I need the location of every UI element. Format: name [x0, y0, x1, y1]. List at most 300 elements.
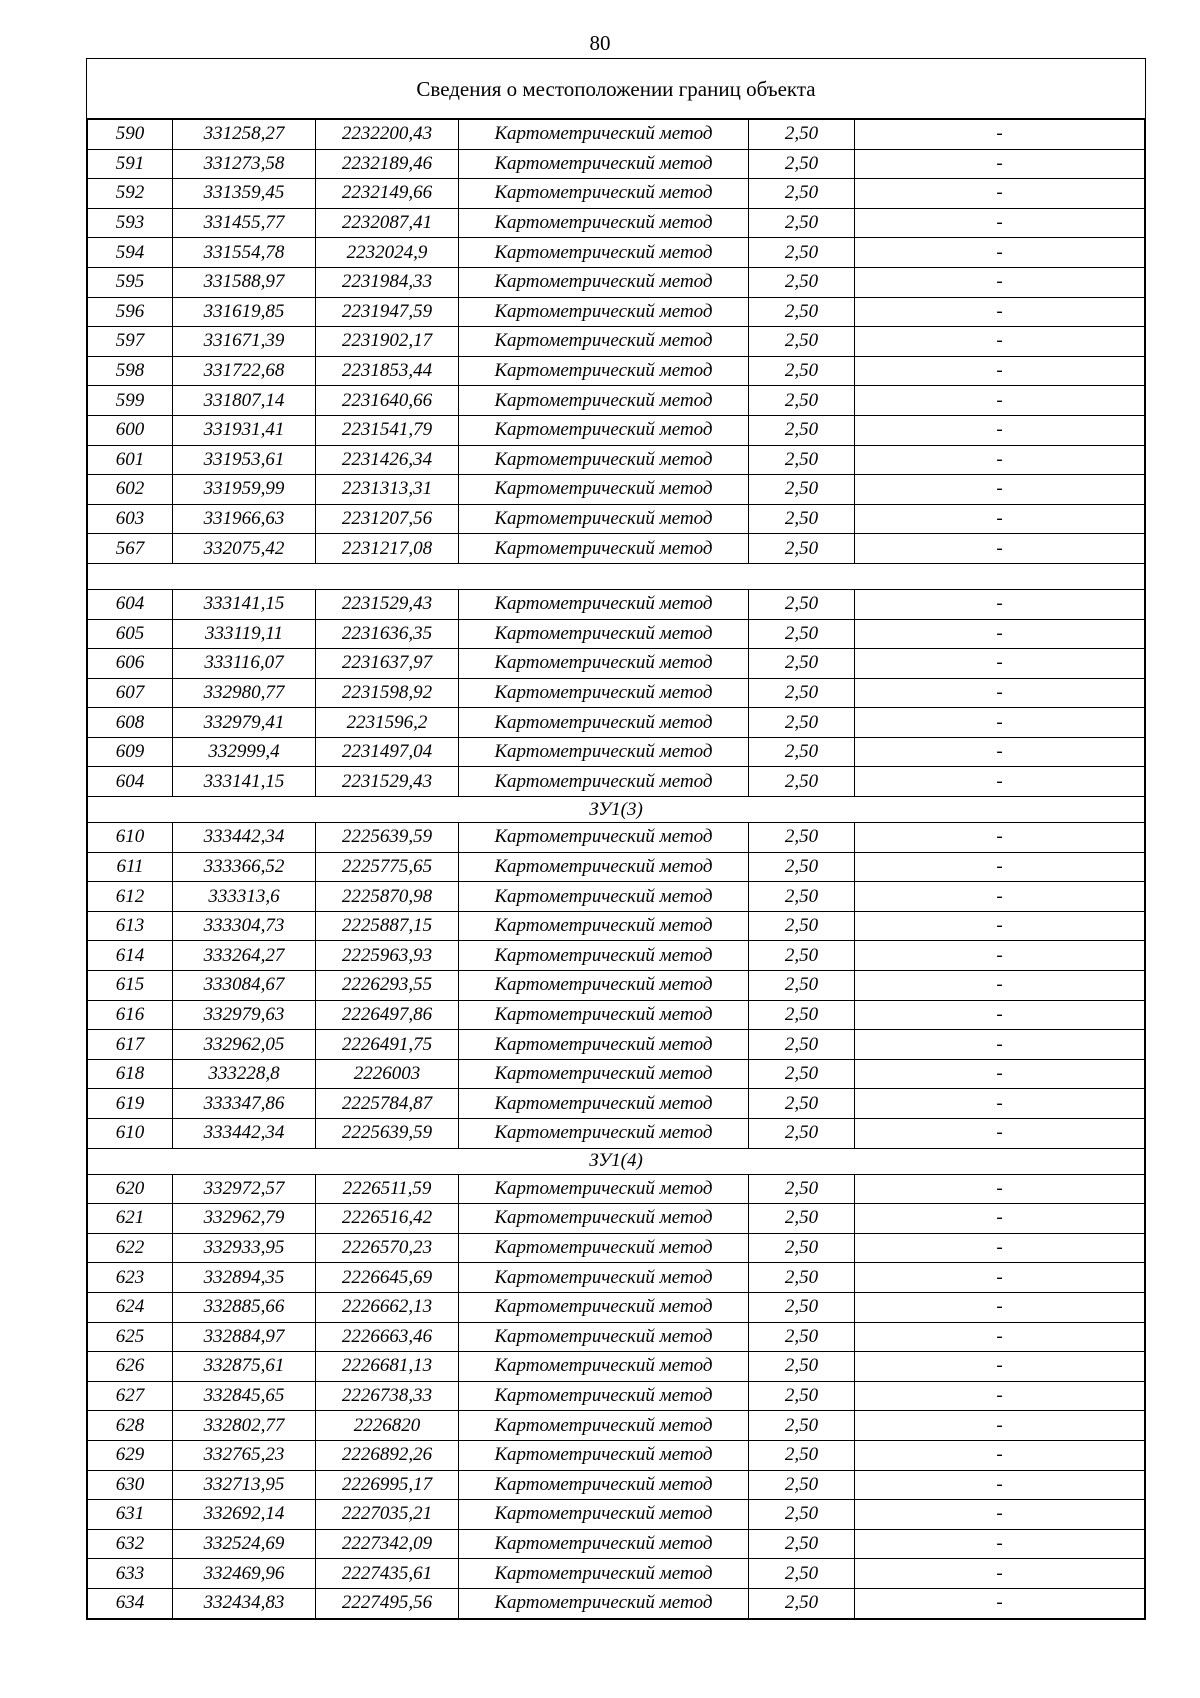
section-label: ЗУ1(3) [88, 797, 1145, 823]
x-coordinate-cell: 331959,99 [173, 475, 316, 505]
y-coordinate-cell: 2227035,21 [316, 1500, 459, 1530]
description-cell: - [855, 1470, 1145, 1500]
x-coordinate-cell: 333228,8 [173, 1059, 316, 1089]
point-number-cell: 598 [88, 356, 173, 386]
method-cell: Картометрический метод [459, 1529, 749, 1559]
accuracy-cell: 2,50 [749, 1000, 855, 1030]
accuracy-cell: 2,50 [749, 1263, 855, 1293]
accuracy-cell: 2,50 [749, 1529, 855, 1559]
description-cell: - [855, 1440, 1145, 1470]
y-coordinate-cell: 2231426,34 [316, 445, 459, 475]
description-cell: - [855, 327, 1145, 357]
point-number-cell: 622 [88, 1233, 173, 1263]
y-coordinate-cell: 2231902,17 [316, 327, 459, 357]
x-coordinate-cell: 333264,27 [173, 941, 316, 971]
table-row [88, 1174, 1145, 1204]
point-number-cell: 593 [88, 208, 173, 238]
x-coordinate-cell: 332713,95 [173, 1470, 316, 1500]
table-row [88, 1500, 1145, 1530]
point-number-cell: 634 [88, 1588, 173, 1618]
method-cell: Картометрический метод [459, 1381, 749, 1411]
accuracy-cell: 2,50 [749, 852, 855, 882]
description-cell: - [855, 149, 1145, 179]
description-cell: - [855, 1000, 1145, 1030]
point-number-cell: 600 [88, 415, 173, 445]
y-coordinate-cell: 2226516,42 [316, 1204, 459, 1234]
accuracy-cell: 2,50 [749, 1089, 855, 1119]
accuracy-cell: 2,50 [749, 1500, 855, 1530]
y-coordinate-cell: 2225784,87 [316, 1089, 459, 1119]
y-coordinate-cell: 2231541,79 [316, 415, 459, 445]
point-number-cell: 611 [88, 852, 173, 882]
method-cell: Картометрический метод [459, 589, 749, 619]
method-cell: Картометрический метод [459, 708, 749, 738]
section-header-row [88, 797, 1145, 823]
accuracy-cell: 2,50 [749, 1322, 855, 1352]
method-cell: Картометрический метод [459, 767, 749, 797]
table-row [88, 534, 1145, 564]
accuracy-cell: 2,50 [749, 297, 855, 327]
y-coordinate-cell: 2231640,66 [316, 386, 459, 416]
table-row [88, 852, 1145, 882]
description-cell: - [855, 297, 1145, 327]
x-coordinate-cell: 333141,15 [173, 767, 316, 797]
accuracy-cell: 2,50 [749, 823, 855, 853]
description-cell: - [855, 1588, 1145, 1618]
description-cell: - [855, 767, 1145, 797]
y-coordinate-cell: 2231313,31 [316, 475, 459, 505]
point-number-cell: 605 [88, 619, 173, 649]
y-coordinate-cell: 2226681,13 [316, 1352, 459, 1382]
point-number-cell: 629 [88, 1440, 173, 1470]
point-number-cell: 592 [88, 179, 173, 209]
description-cell: - [855, 1292, 1145, 1322]
x-coordinate-cell: 332980,77 [173, 678, 316, 708]
method-cell: Картометрический метод [459, 1470, 749, 1500]
table-row [88, 1411, 1145, 1441]
x-coordinate-cell: 332962,79 [173, 1204, 316, 1234]
description-cell: - [855, 1381, 1145, 1411]
coordinates-table-body [88, 120, 1145, 1619]
table-row [88, 327, 1145, 357]
description-cell: - [855, 1204, 1145, 1234]
x-coordinate-cell: 332979,41 [173, 708, 316, 738]
table-row [88, 823, 1145, 853]
description-cell: - [855, 911, 1145, 941]
accuracy-cell: 2,50 [749, 267, 855, 297]
description-cell: - [855, 1411, 1145, 1441]
accuracy-cell: 2,50 [749, 619, 855, 649]
x-coordinate-cell: 331807,14 [173, 386, 316, 416]
table-row [88, 1089, 1145, 1119]
x-coordinate-cell: 332845,65 [173, 1381, 316, 1411]
accuracy-cell: 2,50 [749, 179, 855, 209]
table-row [88, 589, 1145, 619]
section-label: ЗУ1(4) [88, 1148, 1145, 1174]
y-coordinate-cell: 2225639,59 [316, 823, 459, 853]
table-row [88, 737, 1145, 767]
method-cell: Картометрический метод [459, 475, 749, 505]
x-coordinate-cell: 332524,69 [173, 1529, 316, 1559]
description-cell: - [855, 356, 1145, 386]
point-number-cell: 616 [88, 1000, 173, 1030]
table-row [88, 911, 1145, 941]
y-coordinate-cell: 2231217,08 [316, 534, 459, 564]
point-number-cell: 601 [88, 445, 173, 475]
description-cell: - [855, 1500, 1145, 1530]
accuracy-cell: 2,50 [749, 1059, 855, 1089]
x-coordinate-cell: 333141,15 [173, 589, 316, 619]
method-cell: Картометрический метод [459, 911, 749, 941]
description-cell: - [855, 823, 1145, 853]
point-number-cell: 618 [88, 1059, 173, 1089]
accuracy-cell: 2,50 [749, 208, 855, 238]
description-cell: - [855, 1352, 1145, 1382]
table-title: Сведения о местоположении границ объекта [87, 59, 1145, 119]
table-row [88, 208, 1145, 238]
point-number-cell: 619 [88, 1089, 173, 1119]
point-number-cell: 591 [88, 149, 173, 179]
x-coordinate-cell: 333442,34 [173, 823, 316, 853]
x-coordinate-cell: 332979,63 [173, 1000, 316, 1030]
point-number-cell: 599 [88, 386, 173, 416]
point-number-cell: 603 [88, 504, 173, 534]
y-coordinate-cell: 2226511,59 [316, 1174, 459, 1204]
y-coordinate-cell: 2226497,86 [316, 1000, 459, 1030]
point-number-cell: 621 [88, 1204, 173, 1234]
y-coordinate-cell: 2232189,46 [316, 149, 459, 179]
accuracy-cell: 2,50 [749, 649, 855, 679]
method-cell: Картометрический метод [459, 1322, 749, 1352]
accuracy-cell: 2,50 [749, 475, 855, 505]
x-coordinate-cell: 333313,6 [173, 882, 316, 912]
x-coordinate-cell: 331588,97 [173, 267, 316, 297]
method-cell: Картометрический метод [459, 1440, 749, 1470]
x-coordinate-cell: 332692,14 [173, 1500, 316, 1530]
description-cell: - [855, 971, 1145, 1001]
accuracy-cell: 2,50 [749, 120, 855, 150]
x-coordinate-cell: 333304,73 [173, 911, 316, 941]
x-coordinate-cell: 332765,23 [173, 1440, 316, 1470]
method-cell: Картометрический метод [459, 1000, 749, 1030]
accuracy-cell: 2,50 [749, 678, 855, 708]
table-row [88, 1440, 1145, 1470]
accuracy-cell: 2,50 [749, 386, 855, 416]
point-number-cell: 610 [88, 823, 173, 853]
method-cell: Картометрический метод [459, 1204, 749, 1234]
table-row [88, 1204, 1145, 1234]
description-cell: - [855, 534, 1145, 564]
table-row [88, 1000, 1145, 1030]
x-coordinate-cell: 331455,77 [173, 208, 316, 238]
accuracy-cell: 2,50 [749, 737, 855, 767]
description-cell: - [855, 504, 1145, 534]
table-row [88, 941, 1145, 971]
accuracy-cell: 2,50 [749, 882, 855, 912]
y-coordinate-cell: 2226491,75 [316, 1030, 459, 1060]
x-coordinate-cell: 333366,52 [173, 852, 316, 882]
point-number-cell: 595 [88, 267, 173, 297]
method-cell: Картометрический метод [459, 1500, 749, 1530]
method-cell: Картометрический метод [459, 678, 749, 708]
point-number-cell: 612 [88, 882, 173, 912]
y-coordinate-cell: 2226995,17 [316, 1470, 459, 1500]
description-cell: - [855, 267, 1145, 297]
point-number-cell: 625 [88, 1322, 173, 1352]
y-coordinate-cell: 2227435,61 [316, 1559, 459, 1589]
coordinates-table [87, 119, 1145, 1619]
x-coordinate-cell: 331966,63 [173, 504, 316, 534]
y-coordinate-cell: 2226738,33 [316, 1381, 459, 1411]
method-cell: Картометрический метод [459, 208, 749, 238]
method-cell: Картометрический метод [459, 1233, 749, 1263]
section-gap-row [88, 563, 1145, 589]
x-coordinate-cell: 333442,34 [173, 1119, 316, 1149]
description-cell: - [855, 179, 1145, 209]
description-cell: - [855, 678, 1145, 708]
y-coordinate-cell: 2226663,46 [316, 1322, 459, 1352]
x-coordinate-cell: 332469,96 [173, 1559, 316, 1589]
table-row [88, 882, 1145, 912]
x-coordinate-cell: 331931,41 [173, 415, 316, 445]
x-coordinate-cell: 331359,45 [173, 179, 316, 209]
table-row [88, 1322, 1145, 1352]
accuracy-cell: 2,50 [749, 1174, 855, 1204]
y-coordinate-cell: 2225639,59 [316, 1119, 459, 1149]
method-cell: Картометрический метод [459, 1174, 749, 1204]
accuracy-cell: 2,50 [749, 1440, 855, 1470]
table-row [88, 1292, 1145, 1322]
description-cell: - [855, 589, 1145, 619]
point-number-cell: 624 [88, 1292, 173, 1322]
accuracy-cell: 2,50 [749, 1588, 855, 1618]
point-number-cell: 614 [88, 941, 173, 971]
y-coordinate-cell: 2227495,56 [316, 1588, 459, 1618]
x-coordinate-cell: 333347,86 [173, 1089, 316, 1119]
point-number-cell: 608 [88, 708, 173, 738]
method-cell: Картометрический метод [459, 619, 749, 649]
description-cell: - [855, 1529, 1145, 1559]
table-row [88, 297, 1145, 327]
y-coordinate-cell: 2231947,59 [316, 297, 459, 327]
table-row [88, 1559, 1145, 1589]
method-cell: Картометрический метод [459, 882, 749, 912]
point-number-cell: 613 [88, 911, 173, 941]
accuracy-cell: 2,50 [749, 1292, 855, 1322]
description-cell: - [855, 238, 1145, 268]
y-coordinate-cell: 2226662,13 [316, 1292, 459, 1322]
table-row [88, 386, 1145, 416]
description-cell: - [855, 475, 1145, 505]
point-number-cell: 594 [88, 238, 173, 268]
table-row [88, 1588, 1145, 1618]
table-row [88, 149, 1145, 179]
accuracy-cell: 2,50 [749, 238, 855, 268]
method-cell: Картометрический метод [459, 238, 749, 268]
y-coordinate-cell: 2231853,44 [316, 356, 459, 386]
y-coordinate-cell: 2231497,04 [316, 737, 459, 767]
method-cell: Картометрический метод [459, 504, 749, 534]
accuracy-cell: 2,50 [749, 415, 855, 445]
x-coordinate-cell: 332075,42 [173, 534, 316, 564]
method-cell: Картометрический метод [459, 649, 749, 679]
method-cell: Картометрический метод [459, 1030, 749, 1060]
accuracy-cell: 2,50 [749, 445, 855, 475]
method-cell: Картометрический метод [459, 267, 749, 297]
point-number-cell: 617 [88, 1030, 173, 1060]
table-row [88, 1381, 1145, 1411]
table-row [88, 238, 1145, 268]
accuracy-cell: 2,50 [749, 327, 855, 357]
y-coordinate-cell: 2226570,23 [316, 1233, 459, 1263]
method-cell: Картометрический метод [459, 445, 749, 475]
description-cell: - [855, 415, 1145, 445]
method-cell: Картометрический метод [459, 1559, 749, 1589]
y-coordinate-cell: 2225870,98 [316, 882, 459, 912]
x-coordinate-cell: 332999,4 [173, 737, 316, 767]
method-cell: Картометрический метод [459, 356, 749, 386]
y-coordinate-cell: 2225775,65 [316, 852, 459, 882]
point-number-cell: 630 [88, 1470, 173, 1500]
point-number-cell: 597 [88, 327, 173, 357]
table-row [88, 267, 1145, 297]
method-cell: Картометрический метод [459, 297, 749, 327]
y-coordinate-cell: 2231598,92 [316, 678, 459, 708]
x-coordinate-cell: 331953,61 [173, 445, 316, 475]
description-cell: - [855, 386, 1145, 416]
point-number-cell: 632 [88, 1529, 173, 1559]
description-cell: - [855, 1059, 1145, 1089]
y-coordinate-cell: 2231529,43 [316, 767, 459, 797]
accuracy-cell: 2,50 [749, 1470, 855, 1500]
point-number-cell: 615 [88, 971, 173, 1001]
table-row [88, 415, 1145, 445]
point-number-cell: 626 [88, 1352, 173, 1382]
x-coordinate-cell: 331273,58 [173, 149, 316, 179]
method-cell: Картометрический метод [459, 971, 749, 1001]
description-cell: - [855, 882, 1145, 912]
accuracy-cell: 2,50 [749, 1411, 855, 1441]
table-row [88, 475, 1145, 505]
method-cell: Картометрический метод [459, 737, 749, 767]
table-row [88, 1263, 1145, 1293]
table-row [88, 120, 1145, 150]
y-coordinate-cell: 2225963,93 [316, 941, 459, 971]
y-coordinate-cell: 2226645,69 [316, 1263, 459, 1293]
description-cell: - [855, 120, 1145, 150]
description-cell: - [855, 649, 1145, 679]
point-number-cell: 596 [88, 297, 173, 327]
method-cell: Картометрический метод [459, 1263, 749, 1293]
y-coordinate-cell: 2226820 [316, 1411, 459, 1441]
point-number-cell: 606 [88, 649, 173, 679]
y-coordinate-cell: 2227342,09 [316, 1529, 459, 1559]
table-row [88, 1529, 1145, 1559]
description-cell: - [855, 708, 1145, 738]
description-cell: - [855, 1233, 1145, 1263]
y-coordinate-cell: 2231637,97 [316, 649, 459, 679]
table-row [88, 1119, 1145, 1149]
accuracy-cell: 2,50 [749, 911, 855, 941]
table-row [88, 445, 1145, 475]
x-coordinate-cell: 331722,68 [173, 356, 316, 386]
table-row [88, 1352, 1145, 1382]
y-coordinate-cell: 2226892,26 [316, 1440, 459, 1470]
x-coordinate-cell: 332885,66 [173, 1292, 316, 1322]
table-row [88, 504, 1145, 534]
point-number-cell: 567 [88, 534, 173, 564]
description-cell: - [855, 1119, 1145, 1149]
x-coordinate-cell: 333116,07 [173, 649, 316, 679]
method-cell: Картометрический метод [459, 1119, 749, 1149]
accuracy-cell: 2,50 [749, 1119, 855, 1149]
point-number-cell: 610 [88, 1119, 173, 1149]
accuracy-cell: 2,50 [749, 767, 855, 797]
method-cell: Картометрический метод [459, 1588, 749, 1618]
table-row [88, 1059, 1145, 1089]
method-cell: Картометрический метод [459, 1292, 749, 1322]
x-coordinate-cell: 331258,27 [173, 120, 316, 150]
point-number-cell: 620 [88, 1174, 173, 1204]
description-cell: - [855, 1322, 1145, 1352]
accuracy-cell: 2,50 [749, 1030, 855, 1060]
accuracy-cell: 2,50 [749, 504, 855, 534]
method-cell: Картометрический метод [459, 1089, 749, 1119]
y-coordinate-cell: 2231984,33 [316, 267, 459, 297]
method-cell: Картометрический метод [459, 1411, 749, 1441]
x-coordinate-cell: 332972,57 [173, 1174, 316, 1204]
method-cell: Картометрический метод [459, 1352, 749, 1382]
point-number-cell: 590 [88, 120, 173, 150]
description-cell: - [855, 619, 1145, 649]
page-number: 80 [589, 31, 611, 55]
y-coordinate-cell: 2225887,15 [316, 911, 459, 941]
method-cell: Картометрический метод [459, 941, 749, 971]
description-cell: - [855, 737, 1145, 767]
description-cell: - [855, 1174, 1145, 1204]
accuracy-cell: 2,50 [749, 149, 855, 179]
y-coordinate-cell: 2232024,9 [316, 238, 459, 268]
table-row [88, 1030, 1145, 1060]
description-cell: - [855, 852, 1145, 882]
y-coordinate-cell: 2232087,41 [316, 208, 459, 238]
accuracy-cell: 2,50 [749, 589, 855, 619]
boundary-table-frame [86, 58, 1146, 1620]
point-number-cell: 609 [88, 737, 173, 767]
method-cell: Картометрический метод [459, 386, 749, 416]
point-number-cell: 604 [88, 767, 173, 797]
x-coordinate-cell: 331619,85 [173, 297, 316, 327]
accuracy-cell: 2,50 [749, 1352, 855, 1382]
accuracy-cell: 2,50 [749, 1381, 855, 1411]
y-coordinate-cell: 2232200,43 [316, 120, 459, 150]
table-row [88, 767, 1145, 797]
x-coordinate-cell: 332875,61 [173, 1352, 316, 1382]
point-number-cell: 604 [88, 589, 173, 619]
point-number-cell: 602 [88, 475, 173, 505]
table-row [88, 1470, 1145, 1500]
method-cell: Картометрический метод [459, 534, 749, 564]
accuracy-cell: 2,50 [749, 971, 855, 1001]
point-number-cell: 631 [88, 1500, 173, 1530]
description-cell: - [855, 941, 1145, 971]
description-cell: - [855, 1559, 1145, 1589]
x-coordinate-cell: 332894,35 [173, 1263, 316, 1293]
x-coordinate-cell: 332933,95 [173, 1233, 316, 1263]
table-row [88, 971, 1145, 1001]
point-number-cell: 627 [88, 1381, 173, 1411]
table-row [88, 179, 1145, 209]
